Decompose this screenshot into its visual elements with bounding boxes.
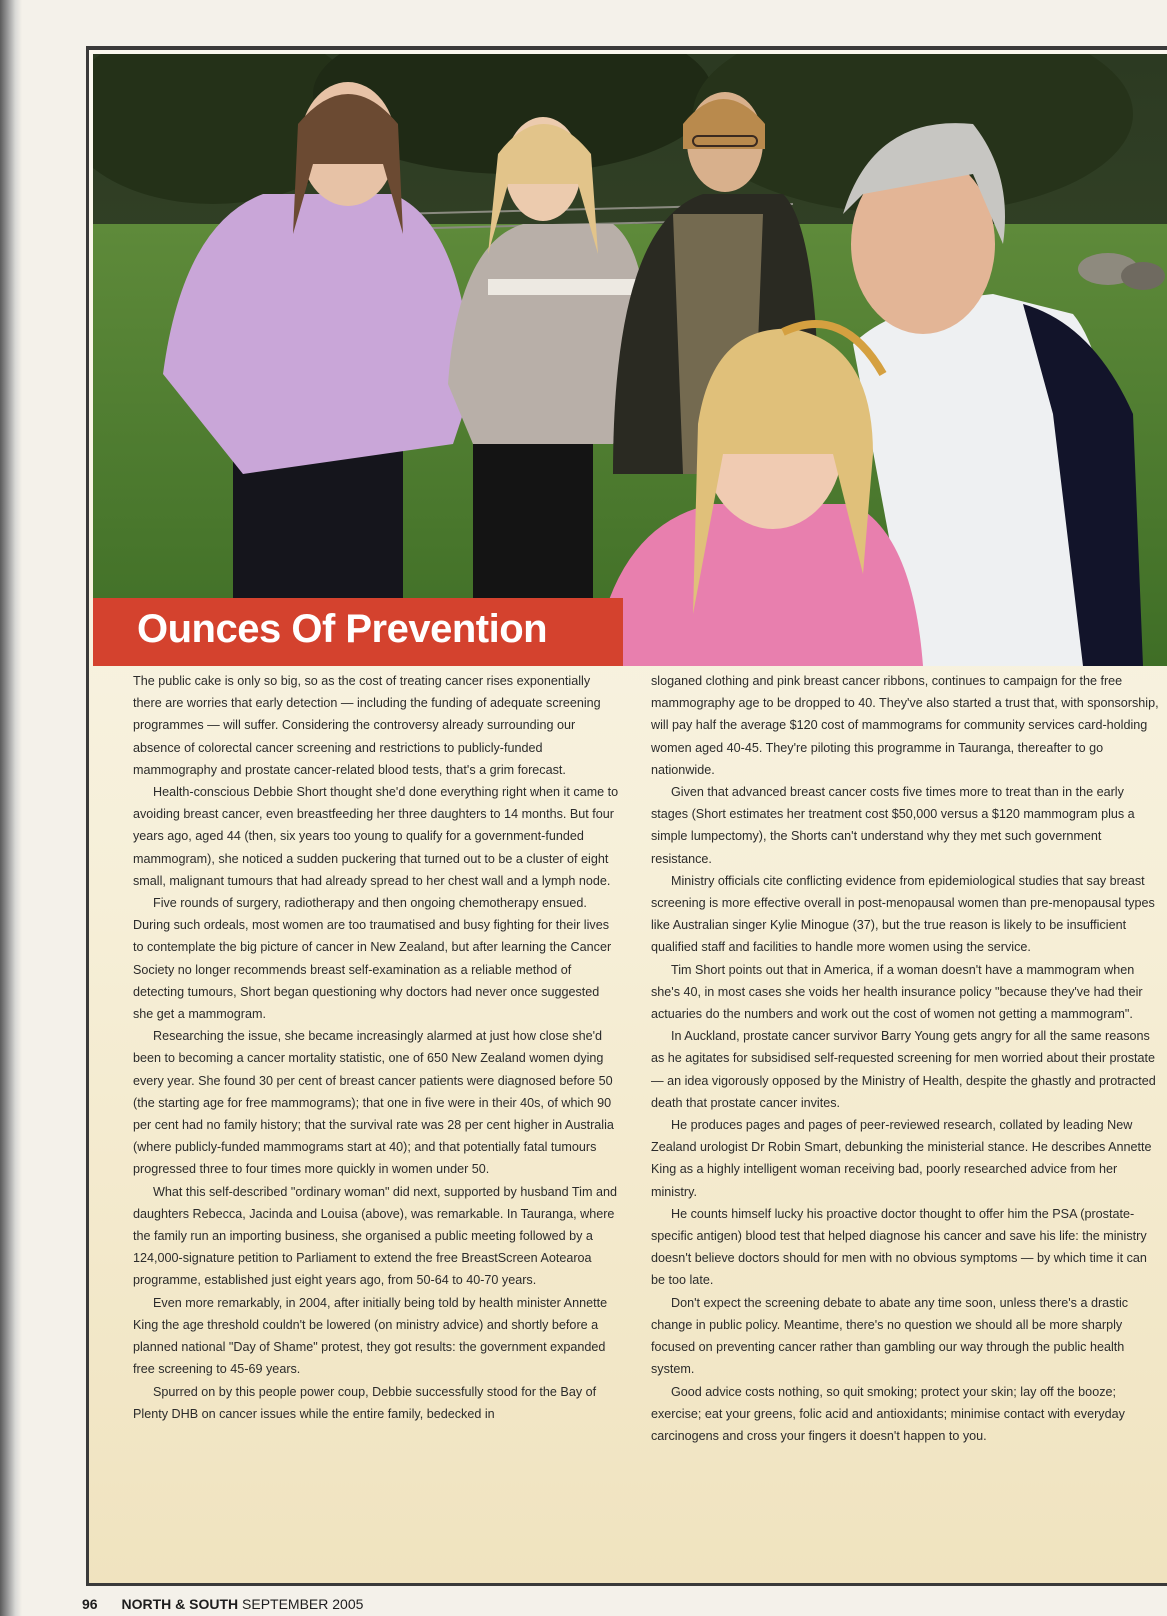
article-column-right (651, 670, 1161, 1447)
issue-date: SEPTEMBER 2005 (242, 1596, 364, 1612)
paragraph: What this self-described "ordinary woman" did next, supported by husband Tim and daughters Rebecca, Jacinda and Louisa (above), was remarkable. In Tauranga, where the family run an importing business, she organised a public meeting followed by a 124,000-signature petition to Parliament to extend the free BreastScreen Aotearoa programme, established just eight years ago, from 50-64 to 40-70 years. (133, 1184, 617, 1288)
paragraph: sloganed clothing and pink breast cancer ribbons, continues to campaign for the free mammography age to be dropped to 40. They've also started a trust that, with sponsorship, will pay half the average $120 cost of mammograms for community services card-holding women aged 40-45. They're piloting this programme in Tauranga, thereafter to go nationwide. (651, 674, 1159, 777)
magazine-name: NORTH & SOUTH (121, 1596, 239, 1612)
paragraph: Given that advanced breast cancer costs five times more to treat than in the early stages (Short estimates her treatment cost $50,000 versus a $120 mammogram plus a simple lumpectomy), the Shorts can't understand why they met such government resistance. (651, 785, 1135, 866)
paragraph: In Auckland, prostate cancer survivor Barry Young gets angry for all the same reasons as he agitates for subsidised self-requested screening for men worried about their prostate — an idea vigorously opposed by the Ministry of Health, despite the ghastly and protracted death that prostate cancer invites. (651, 1029, 1156, 1110)
paragraph: Health-conscious Debbie Short thought she'd done everything right when it came to avoiding breast cancer, even breastfeeding her three daughters to 14 months. But four years ago, aged 44 (then, six years too young to qualify for a government-funded mammogram), she noticed a sudden puckering that turned out to be a cluster of eight small, malignant tumours that had already spread to her chest wall and a lymph node. (133, 785, 619, 888)
paragraph: He counts himself lucky his proactive doctor thought to offer him the PSA (prostate-specific antigen) blood test that helped diagnose his cancer and save his life: the ministry doesn't believe doctors should for men with no obvious symptoms — by which time it can be too late. (651, 1206, 1147, 1288)
headline-banner (93, 598, 623, 666)
paragraph: Ministry officials cite conflicting evidence from epidemiological studies that say breast screening is more effective overall in post-menopausal women than pre-menopausal types like Australian singer Kylie Minogue (37), but the true reason is likely to be insufficient qualified staff and facilities to handle more women using the service. (651, 873, 1155, 955)
paragraph: Even more remarkably, in 2004, after initially being told by health minister Annette King the age threshold couldn't be lowered (on ministry advice) and shortly before a planned national "Day of Shame" protest, they got results: the government expanded free screening to 45-69 years. (133, 1295, 608, 1377)
article-headline: Ounces Of Prevention (137, 607, 548, 651)
paragraph: Five rounds of surgery, radiotherapy and then ongoing chemotherapy ensued. During such ordeals, most women are too traumatised and busy fighting for their lives to contemplate the big picture of cancer in New Zealand, but after learning the Cancer Society no longer recommends breast self-examination as a reliable method of detecting tumours, Short began questioning why doctors had never once suggested she get a mammogram. (133, 896, 612, 1022)
page-footer (82, 1596, 363, 1612)
paragraph: Spurred on by this people power coup, Debbie successfully stood for the Bay of Plenty DHB on cancer issues while the entire family, bedecked in (133, 1384, 597, 1421)
paragraph: Don't expect the screening debate to abate any time soon, unless there's a drastic change in public policy. Meantime, there's no question we should all be more sharply focused on preventing cancer rather than gambling our way through the public health system. (651, 1295, 1129, 1377)
paragraph: The public cake is only so big, so as the cost of treating cancer rises exponentially there are worries that early detection — including the funding of adequate screening programmes — will suffer. Considering the controversy already surrounding our absence of colorectal cancer screening and restrictions to publicly-funded mammography and prostate cancer-related blood tests, that's a grim forecast. (133, 674, 601, 777)
paragraph: Researching the issue, she became increasingly alarmed at just how close she'd been to becoming a cancer mortality statistic, one of 650 New Zealand women dying every year. She found 30 per cent of breast cancer patients were diagnosed before 50 (the starting age for free mammograms); that one in five were in their 40s, of which 90 per cent had no family history; that the survival rate was 28 per cent higher in Australia (where publicly-funded mammograms start at 40); and that potentially fatal tumours progressed three to four times more quickly in women under 50. (133, 1029, 614, 1177)
page-binding-shadow (0, 0, 22, 1616)
paragraph: He produces pages and pages of peer-reviewed research, collated by leading New Zealand urologist Dr Robin Smart, debunking the ministerial stance. He describes Annette King as a highly intelligent woman receiving bad, poorly researched advice from her ministry. (651, 1118, 1152, 1199)
article-frame (86, 46, 1167, 1586)
paragraph: Tim Short points out that in America, if a woman doesn't have a mammogram when she's 40, in most cases she voids her health insurance policy "because they've had their actuaries do the numbers and work out the cost of women not getting a mammogram". (651, 962, 1143, 1022)
paragraph: Good advice costs nothing, so quit smoking; protect your skin; lay off the booze; exercise; eat your greens, folic acid and antioxidants; minimise contact with everyday carcinogens and cross your fingers it doesn't happen to you. (651, 1384, 1125, 1443)
article-column-left (133, 670, 621, 1425)
family-photo (93, 54, 1167, 666)
page-number: 96 (82, 1596, 98, 1612)
